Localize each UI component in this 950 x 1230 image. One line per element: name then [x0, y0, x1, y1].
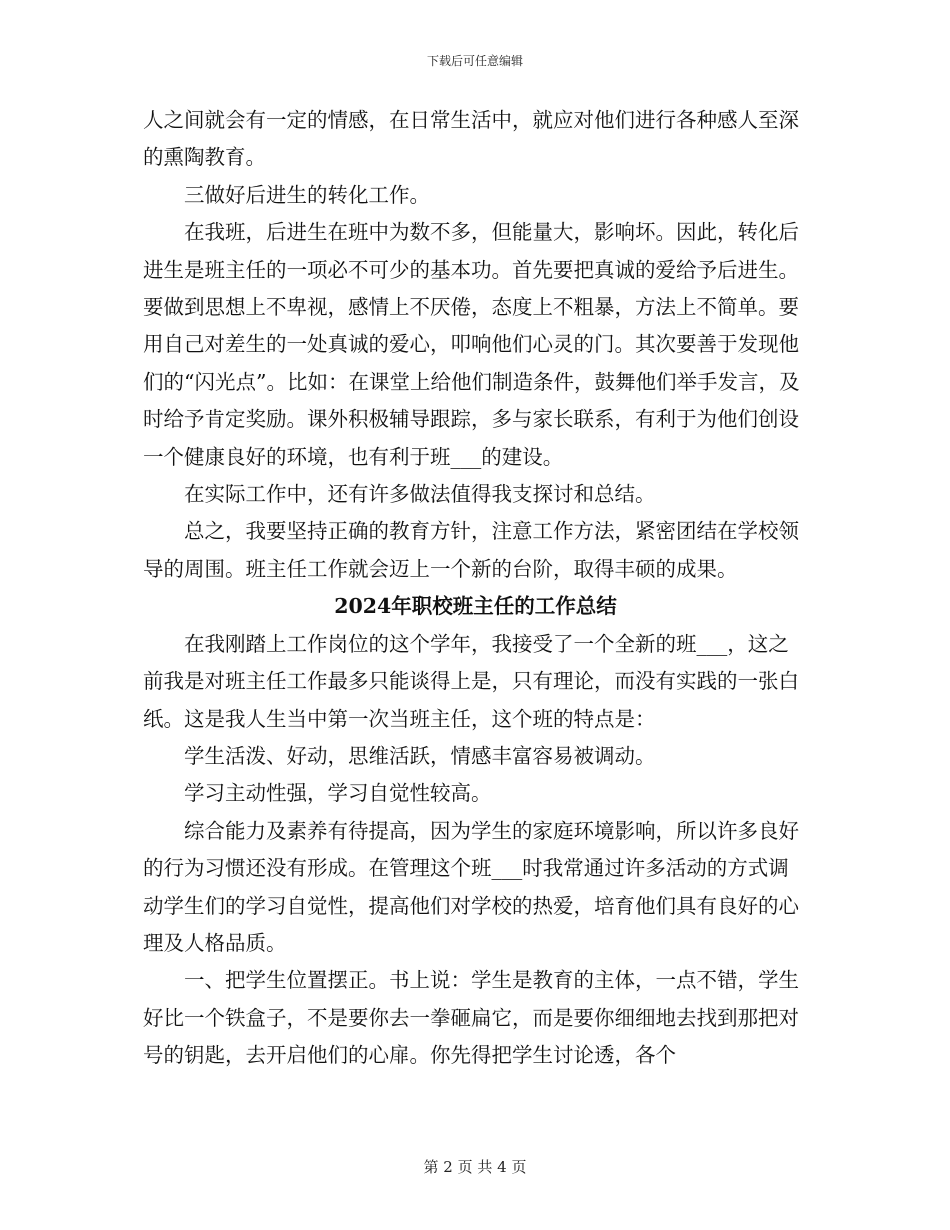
paragraph: 在我刚踏上工作岗位的这个学年，我接受了一个全新的班___，这之前我是对班主任工作最多只能谈得上是，只有理论，而没有实践的一张白纸。这是我人生当中第一次当班主任，这个班的特点是：: [143, 631, 799, 731]
paragraph: 三做好后进生的转化工作。: [184, 182, 430, 207]
paragraph: 在实际工作中，还有许多做法值得我支探讨和总结。: [184, 482, 656, 507]
page-footer: 第 2 页 共 4 页: [423, 1158, 527, 1176]
paragraph: 学生活泼、好动，思维活跃，情感丰富容易被调动。: [184, 743, 656, 768]
document-body: [143, 102, 808, 1075]
paragraph: 总之，我要坚持正确的教育方针，注意工作方法，紧密团结在学校领导的周围。班主任工作就会迈上一个新的台阶，取得丰硕的成果。: [143, 519, 799, 581]
paragraph: 在我班，后进生在班中为数不多，但能量大，影响坏。因此，转化后进生是班主任的一项必不可少的基本功。首先要把真诚的爱给予后进生。要做到思想上不卑视，感情上不厌倦，态度上不粗暴，方法上不简单。要用自己对差生的一处真诚的爱心，叩响他们心灵的门。其次要善于发现他们的“闪光点”。比如：在课堂上给他们制造条件，鼓舞他们举手发言，及时给予肯定奖励。课外积极辅导跟踪，多与家长联系，有利于为他们创设一个健康良好的环境，也有利于班___的建设。: [143, 220, 800, 469]
page-header: 下载后可任意编辑: [426, 54, 523, 68]
paragraph: 一、把学生位置摆正。书上说：学生是教育的主体，一点不错，学生好比一个铁盒子，不是要你去一拳砸扁它，而是要你细细地去找到那把对号的钥匙，去开启他们的心扉。你先得把学生讨论透，各个: [143, 968, 799, 1068]
paragraph: 人之间就会有一定的情感，在日常生活中，就应对他们进行各种感人至深的熏陶教育。: [143, 108, 799, 170]
paragraph: 综合能力及素养有待提高，因为学生的家庭环境影响，所以许多良好的行为习惯还没有形成。在管理这个班___时我常通过许多活动的方式调动学生们的学习自觉性，提高他们对学校的热爱，培育他们具有良好的心理及人格品质。: [143, 818, 799, 955]
section-title: 2024年职校班主任的工作总结: [334, 594, 617, 619]
paragraph: 学习主动性强，学习自觉性较高。: [184, 781, 492, 806]
